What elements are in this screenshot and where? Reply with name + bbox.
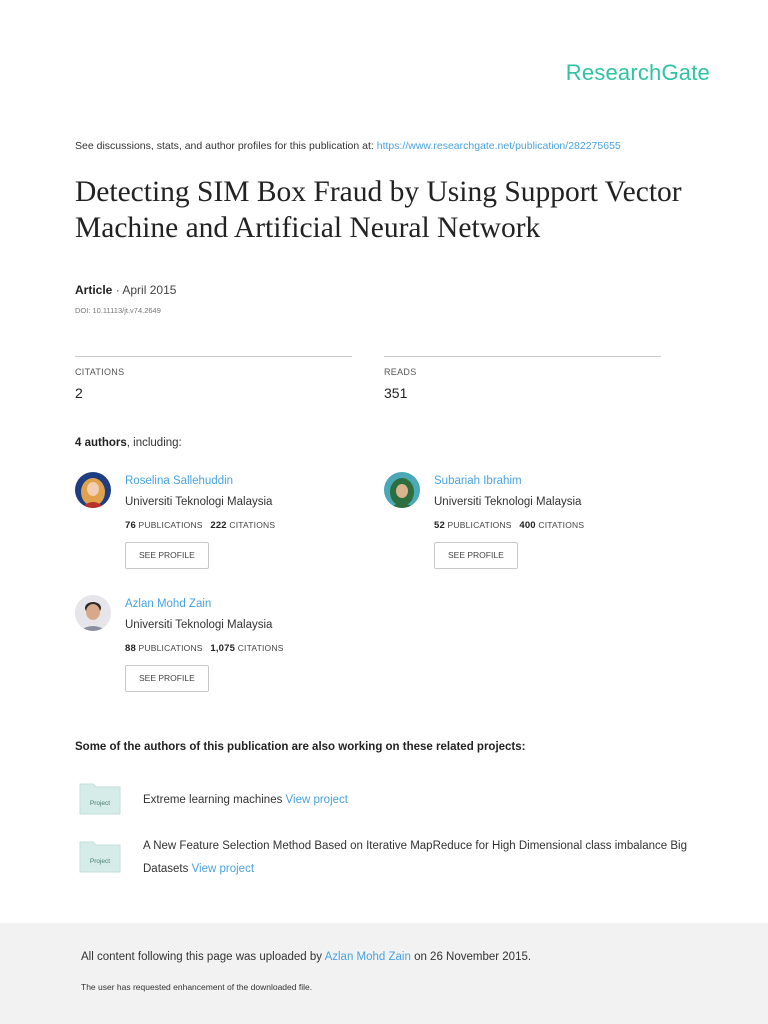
author-card	[384, 472, 664, 582]
upload-prefix: All content following this page was uploaded by	[81, 951, 325, 963]
see-profile-button[interactable]: SEE PROFILE	[125, 665, 209, 692]
author-institution: Universiti Teknologi Malaysia	[125, 496, 273, 508]
author-avatar[interactable]	[75, 472, 111, 508]
author-avatar[interactable]	[75, 595, 111, 631]
project-item	[143, 835, 703, 881]
project-title: A New Feature Selection Method Based on Iterative MapReduce for High Dimensional class imbalance Big Datasets	[143, 840, 687, 875]
doi: DOI: 10.11113/jt.v74.2649	[75, 306, 161, 315]
related-projects-heading: Some of the authors of this publication are also working on these related projects:	[75, 741, 526, 753]
author-card	[75, 472, 355, 582]
author-citations-label: CITATIONS	[538, 520, 585, 530]
reads-divider	[384, 356, 661, 357]
author-publications-label: PUBLICATIONS	[138, 520, 203, 530]
publication-url-link[interactable]: https://www.researchgate.net/publication/282275655	[376, 140, 621, 152]
author-publications-label: PUBLICATIONS	[447, 520, 512, 530]
project-title: Extreme learning machines	[143, 794, 283, 806]
author-name-link[interactable]: Subariah Ibrahim	[434, 475, 522, 487]
author-publications-label: PUBLICATIONS	[138, 643, 203, 653]
upload-suffix: on 26 November 2015.	[410, 951, 532, 963]
view-project-link[interactable]: View project	[285, 794, 348, 806]
researchgate-logo[interactable]: ResearchGate	[565, 60, 710, 85]
author-stats	[434, 520, 584, 531]
publication-meta	[75, 283, 176, 297]
authors-heading	[75, 437, 182, 449]
meta-separator: ·	[112, 283, 123, 297]
view-project-link[interactable]: View project	[191, 863, 255, 875]
project-folder-icon	[79, 839, 121, 873]
author-name-link[interactable]: Azlan Mohd Zain	[125, 598, 212, 610]
see-profile-button[interactable]: SEE PROFILE	[125, 542, 209, 569]
reads-value: 351	[384, 385, 408, 401]
author-institution: Universiti Teknologi Malaysia	[434, 496, 582, 508]
project-icon-label: Project	[89, 800, 111, 807]
see-profile-button[interactable]: SEE PROFILE	[434, 542, 518, 569]
intro-line	[75, 140, 621, 152]
author-publications-count: 52	[434, 520, 445, 531]
author-citations-count: 1,075	[210, 643, 236, 654]
author-institution: Universiti Teknologi Malaysia	[125, 619, 273, 631]
author-citations-count: 400	[519, 520, 536, 531]
author-citations-label: CITATIONS	[237, 643, 284, 653]
project-folder-icon	[79, 781, 121, 815]
publication-date: April 2015	[122, 283, 177, 297]
footer-panel	[0, 923, 768, 1024]
author-card	[75, 595, 355, 705]
intro-text: See discussions, stats, and author profiles for this publication at:	[75, 140, 377, 152]
enhancement-note: The user has requested enhancement of the downloaded file.	[81, 982, 313, 992]
authors-suffix: , including:	[126, 437, 182, 449]
author-publications-count: 88	[125, 643, 136, 654]
project-icon-label: Project	[89, 858, 111, 865]
publication-title: Detecting SIM Box Fraud by Using Support Vector Machine and Artificial Neural Network	[75, 176, 682, 244]
author-avatar[interactable]	[384, 472, 420, 508]
author-citations-count: 222	[210, 520, 227, 531]
author-citations-label: CITATIONS	[229, 520, 276, 530]
citations-value: 2	[75, 385, 83, 401]
upload-info	[81, 951, 531, 963]
publication-type: Article	[75, 283, 113, 297]
citations-label: CITATIONS	[75, 367, 125, 377]
author-publications-count: 76	[125, 520, 136, 531]
author-stats	[125, 520, 275, 531]
authors-count: 4 authors	[75, 437, 127, 449]
uploader-link[interactable]: Azlan Mohd Zain	[324, 951, 411, 963]
author-stats	[125, 643, 284, 654]
author-name-link[interactable]: Roselina Sallehuddin	[125, 475, 234, 487]
reads-label: READS	[384, 367, 417, 377]
citations-divider	[75, 356, 352, 357]
project-item	[143, 789, 703, 812]
